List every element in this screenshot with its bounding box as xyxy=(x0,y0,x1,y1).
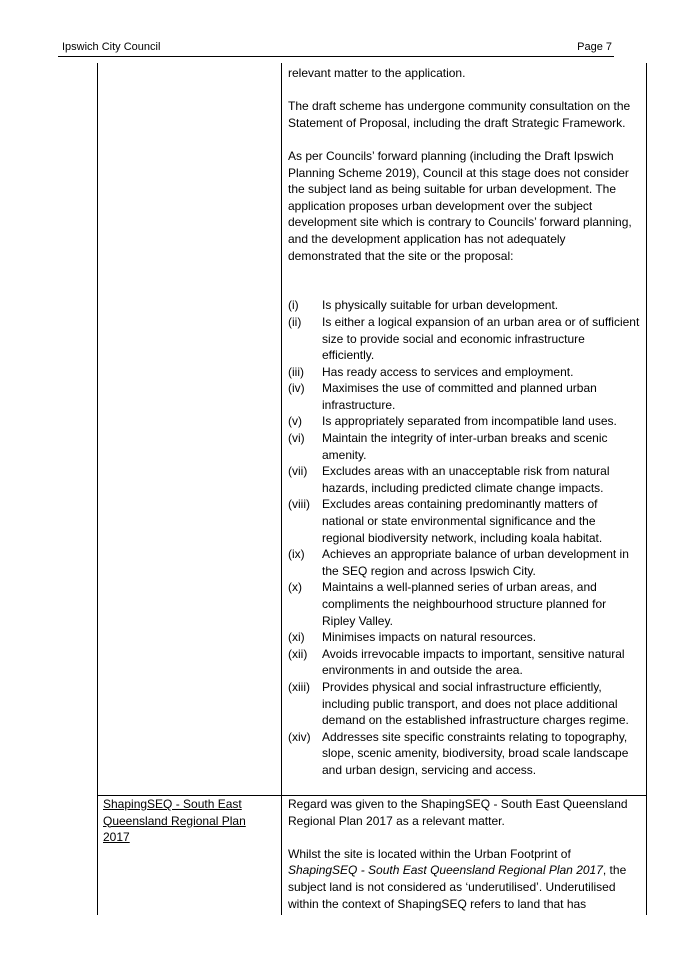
criteria-text: Excludes areas with an unacceptable risk from natural hazards, including predicted climate change impacts. xyxy=(322,464,610,495)
criteria-text: Maximises the use of committed and planned urban infrastructure. xyxy=(322,381,597,412)
criteria-number: (iv) xyxy=(288,381,305,396)
criteria-number: (xii) xyxy=(288,646,308,661)
criteria-number: (viii) xyxy=(288,497,310,512)
criteria-list-item xyxy=(288,579,640,629)
criteria-number: (vi) xyxy=(288,431,305,446)
regional-plan-label: ShapingSEQ - South East Queensland Regional Plan 2017 xyxy=(103,797,246,845)
content-table xyxy=(97,63,647,915)
row2-paragraph-2-end: , the subject land is not considered as ‘underutilised’. Underutilised within the context of ShapingSEQ refers to land that has xyxy=(288,863,627,911)
criteria-number: (vii) xyxy=(288,464,308,479)
criteria-number: (x) xyxy=(288,580,302,595)
criteria-text: Maintains a well-planned series of urban areas, and compliments the neighbourhood structure planned for Ripley Valley. xyxy=(322,580,607,628)
criteria-list-item xyxy=(288,646,640,679)
criteria-number: (ix) xyxy=(288,547,305,562)
row2-paragraph-2 xyxy=(288,846,640,912)
row1-paragraph-1: The draft scheme has undergone community consultation on the Statement of Proposal, including the draft Strategic Framework. xyxy=(288,99,631,130)
criteria-list-item xyxy=(288,297,640,314)
header-divider xyxy=(58,56,614,57)
criteria-text: Minimises impacts on natural resources. xyxy=(322,630,537,645)
criteria-number: (v) xyxy=(288,414,302,429)
criteria-text: Maintain the integrity of inter-urban breaks and scenic amenity. xyxy=(322,431,608,462)
row2-paragraph-2-start: Whilst the site is located within the Urban Footprint of xyxy=(288,846,571,861)
criteria-text: Avoids irrevocable impacts to important, sensitive natural environments in and outside the area. xyxy=(322,646,625,678)
row2-paragraph-1: Regard was given to the ShapingSEQ - South East Queensland Regional Plan 2017 as a relevant matter. xyxy=(288,797,628,828)
criteria-list-item xyxy=(288,546,640,579)
criteria-text: Is either a logical expansion of an urban area or of sufficient size to provide social and economic infrastructure efficiently. xyxy=(322,314,640,363)
criteria-list-item xyxy=(288,364,640,381)
criteria-number: (i) xyxy=(288,298,299,313)
criteria-list-item xyxy=(288,413,640,430)
criteria-text: Provides physical and social infrastructure efficiently, including public transport, and does not place additional demand on the established infrastructure charges regime. xyxy=(322,679,629,728)
criteria-text: Is physically suitable for urban development. xyxy=(322,298,559,313)
row1-paragraph-0: relevant matter to the application. xyxy=(288,66,466,80)
criteria-list-item xyxy=(288,629,640,646)
criteria-list-item xyxy=(288,679,640,729)
row2-label-cell xyxy=(103,796,275,846)
row1-paragraph-2: As per Councils’ forward planning (including the Draft Ipswich Planning Scheme 2019), Council at this stage does not consider the subject land as being suitable for urban development. The application proposes urban development over the subject development site which is contrary to Councils’ forward planning, and the development application has not adequately demonstrated that the site or the proposal: xyxy=(288,148,632,263)
row2-content-cell xyxy=(288,796,640,912)
criteria-list-item xyxy=(288,463,640,496)
criteria-list-item xyxy=(288,496,640,546)
header-page-number: Page 7 xyxy=(577,41,612,53)
criteria-number: (ii) xyxy=(288,314,302,329)
criteria-list-item xyxy=(288,314,640,364)
column-divider xyxy=(281,63,282,915)
criteria-list-item xyxy=(288,430,640,463)
criteria-text: Addresses site specific constraints relating to topography, slope, scenic amenity, biodiversity, broad scale landscape and urban design, servicing and access. xyxy=(322,729,629,777)
criteria-list-item xyxy=(288,380,640,413)
criteria-list-item xyxy=(288,729,640,779)
criteria-number: (xi) xyxy=(288,630,305,645)
criteria-text: Has ready access to services and employment. xyxy=(322,364,574,379)
criteria-number: (iii) xyxy=(288,364,304,379)
row1-content-cell xyxy=(288,65,640,779)
criteria-list xyxy=(288,297,640,778)
criteria-text: Is appropriately separated from incompatible land uses. xyxy=(322,414,617,429)
criteria-text: Excludes areas containing predominantly matters of national or state environmental significance and the regional biodiversity network, including koala habitat. xyxy=(322,497,603,545)
criteria-text: Achieves an appropriate balance of urban development in the SEQ region and across Ipswich City. xyxy=(322,547,629,578)
header-organization: Ipswich City Council xyxy=(62,41,161,53)
criteria-number: (xiii) xyxy=(288,679,310,694)
criteria-number: (xiv) xyxy=(288,729,311,744)
regional-plan-reference: ShapingSEQ - South East Queensland Regional Plan 2017 xyxy=(288,863,603,878)
